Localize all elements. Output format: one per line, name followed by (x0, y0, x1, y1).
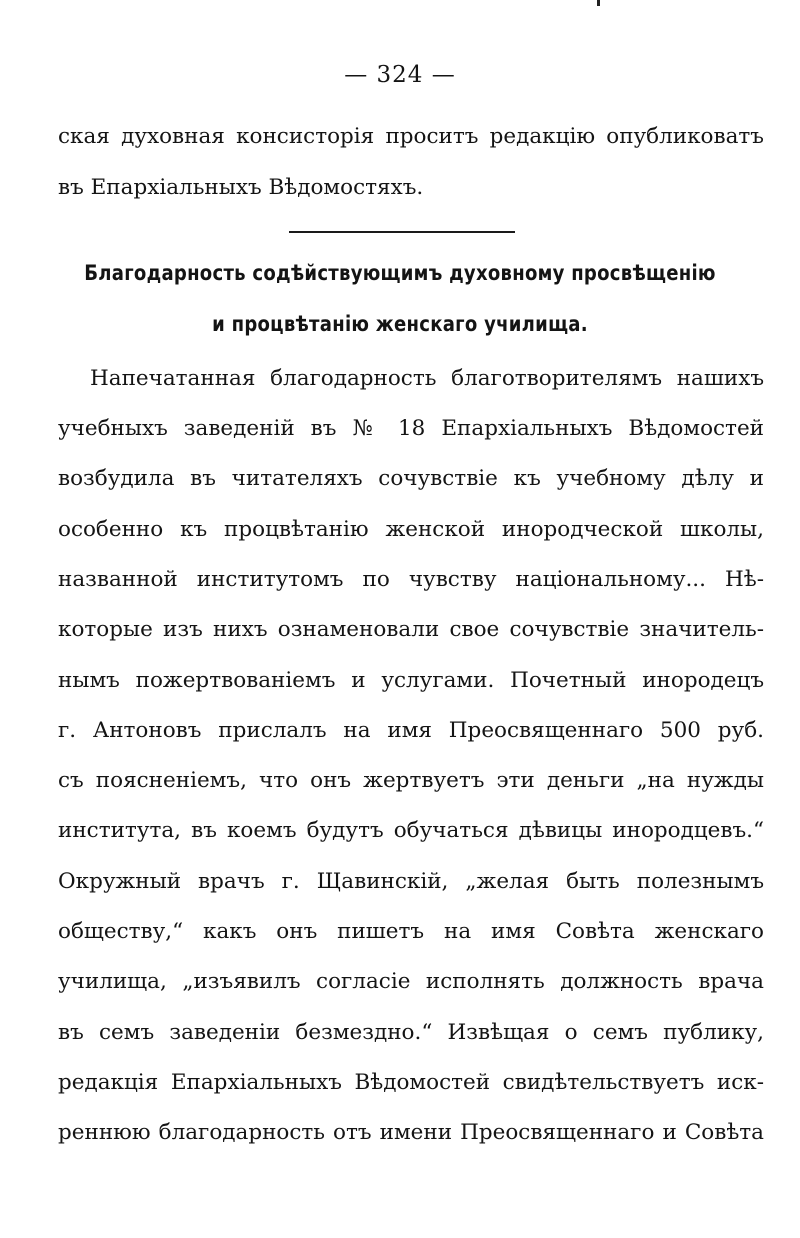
text-line: института, въ коемъ будутъ обучаться дѣвицы инородцевъ.“ (58, 818, 764, 843)
text-line: Окружный врачъ г. Щавинскій, „желая быть полезнымъ (58, 869, 764, 894)
text-line: училища, „изъявилъ согласіе исполнять должность врача (58, 969, 764, 994)
section-heading: Благодарность содѣйствующимъ духовному просвѣщенію (84, 261, 716, 285)
print-speck (597, 0, 600, 6)
text-line: г. Антоновъ прислалъ на имя Преосвященнаго 500 руб. (58, 718, 764, 743)
text-line: нымъ пожертвованіемъ и услугами. Почетный инородецъ (58, 668, 764, 693)
section-heading: и процвѣтанію женскаго училища. (212, 312, 588, 336)
text-line: въ Епархіальныхъ Вѣдомостяхъ. (58, 175, 424, 200)
text-line: въ семъ заведеніи безмездно.“ Извѣщая о семъ публику, (58, 1020, 764, 1045)
text-line: ская духовная консисторія проситъ редакцію опубликоватъ (58, 124, 764, 149)
text-line: учебныхъ заведеній въ № 18 Епархіальныхъ Вѣдомостей (58, 416, 764, 441)
text-line: которые изъ нихъ ознаменовали свое сочувствіе значитель- (58, 617, 764, 642)
section-divider (289, 231, 515, 233)
text-line: возбудила въ читателяхъ сочувствіе къ учебному дѣлу и (58, 466, 764, 491)
text-line: редакція Епархіальныхъ Вѣдомостей свидѣтельствуетъ иск- (58, 1070, 764, 1095)
text-line: съ поясненіемъ, что онъ жертвуетъ эти деньги „на нужды (58, 768, 764, 793)
text-line: Напечатанная благодарность благотворителямъ нашихъ (90, 366, 764, 391)
text-line: особенно къ процвѣтанію женской инородческой школы, (58, 517, 764, 542)
text-line: реннюю благодарность отъ имени Преосвященнаго и Совѣта (58, 1120, 764, 1145)
text-line: обществу,“ какъ онъ пишетъ на имя Совѣта женскаго (58, 919, 764, 944)
page-number: — 324 — (344, 62, 456, 88)
text-line: названной институтомъ по чувству національному... Нѣ- (58, 567, 764, 592)
